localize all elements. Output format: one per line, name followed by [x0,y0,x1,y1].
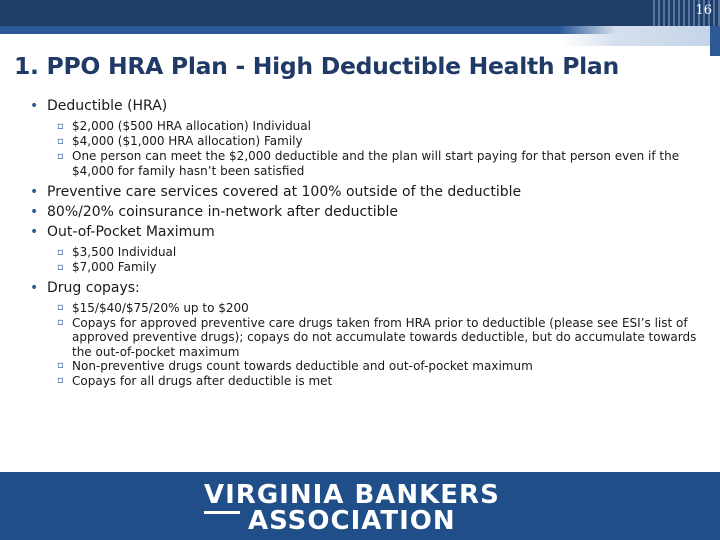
bullet-text: 80%/20% coinsurance in-network after deductible [47,204,398,220]
bullet-icon: • [30,98,39,114]
square-bullet-icon: ▫ [57,151,64,162]
sub-bullet [54,119,708,134]
bullet-preventive [28,182,708,202]
square-bullet-icon: ▫ [57,374,64,386]
side-accent [710,26,720,56]
bullet-icon: • [30,204,39,220]
sub-bullet-text: $4,000 ($1,000 HRA allocation) Family [72,134,303,148]
header-bar [0,0,720,26]
sub-bullet-text: One person can meet the $2,000 deductible and the plan will start paying for that person even if the $4,000 for family hasn’t been satisfied [72,149,680,178]
sub-bullet [54,301,708,316]
sub-bullet [54,374,708,389]
square-bullet-icon: ▫ [57,247,64,258]
bullet-text: Out-of-Pocket Maximum [47,224,215,240]
sub-bullet [54,260,708,275]
logo-line-1: VIRGINIA BANKERS [204,480,500,510]
sub-bullet-text: $3,500 Individual [72,245,177,259]
square-bullet-icon: ▫ [57,262,64,273]
bullet-oop-max [28,222,708,275]
bullet-text: Deductible (HRA) [47,98,168,114]
bullet-icon: • [30,224,39,240]
square-bullet-icon: ▫ [57,360,64,371]
sub-bullet-text: Non-preventive drugs count towards deductible and out-of-pocket maximum [72,359,533,373]
sub-bullet [54,245,708,260]
ribbon-highlight [560,26,720,46]
sub-bullet-text: $15/$40/$75/20% up to $200 [72,301,249,315]
bullet-text: Preventive care services covered at 100% outside of the deductible [47,184,522,200]
bullet-text: Drug copays: [47,280,140,296]
square-bullet-icon: ▫ [57,302,64,313]
slide-content [28,96,708,391]
bullet-drug-copays [28,278,708,388]
sub-bullet-text: $7,000 Family [72,260,157,274]
sub-bullet-text: Copays for all drugs after deductible is met [72,373,333,388]
sub-bullet-text: $2,000 ($500 HRA allocation) Individual [72,119,311,133]
sub-bullet-list [54,301,708,388]
sub-bullet [54,134,708,149]
sub-bullet [54,359,708,374]
square-bullet-icon: ▫ [57,121,64,132]
logo-line-2: ASSOCIATION [248,506,456,536]
sub-bullet-list [54,119,708,179]
bullet-list [28,96,708,388]
logo-rule [204,511,240,514]
slide-number: 16 [695,3,712,18]
bullet-deductible [28,96,708,179]
sub-bullet-list [54,245,708,275]
slide-title: 1. PPO HRA Plan - High Deductible Health Plan [14,52,619,80]
bullet-coinsurance [28,202,708,222]
square-bullet-icon: ▫ [57,136,64,147]
sub-bullet [54,316,708,360]
bullet-icon: • [30,184,39,200]
sub-bullet-text: Copays for approved preventive care drugs taken from HRA prior to deductible (please see ESI’s list of approved preventive drugs); copays do not accumulate towards deductible, but do accumulate towards the out-of-pocket maximum [72,315,697,359]
vba-logo [204,480,524,538]
header-ribbon [0,26,720,46]
sub-bullet [54,149,708,179]
bullet-icon: • [30,280,39,296]
square-bullet-icon: ▫ [57,316,64,328]
